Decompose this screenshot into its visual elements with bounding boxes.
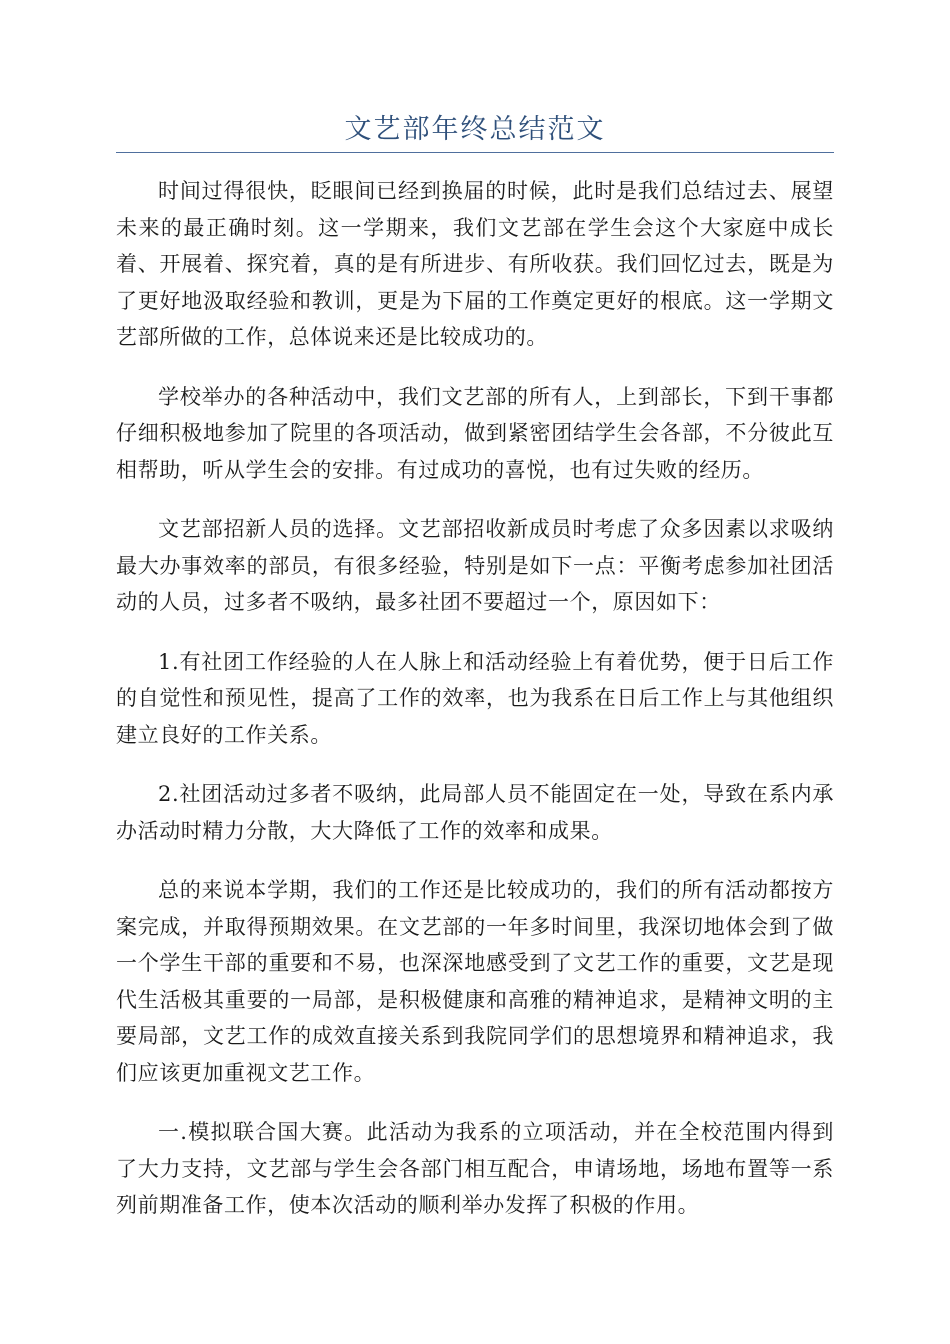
paragraph-6: 总的来说本学期，我们的工作还是比较成功的，我们的所有活动都按方案完成，并取得预期效果。在文艺部的一年多时间里，我深切地体会到了做一个学生干部的重要和不易，也深深地感受到了文艺工作的重要，文艺是现代生活极其重要的一局部，是积极健康和高雅的精神追求，是精神文明的主要局部，文艺工作的成效直接关系到我院同学们的思想境界和精神追求，我们应该更加重视文艺工作。 [116,878,834,1085]
paragraph-7: 一.模拟联合国大赛。此活动为我系的立项活动，并在全校范围内得到了大力支持，文艺部与学生会各部门相互配合，申请场地，场地布置等一系列前期准备工作，使本次活动的顺利举办发挥了积极的作用。 [116,1120,834,1217]
paragraph-1: 时间过得很快，眨眼间已经到换届的时候，此时是我们总结过去、展望未来的最正确时刻。这一学期来，我们文艺部在学生会这个大家庭中成长着、开展着、探究着，真的是有所进步、有所收获。我们回忆过去，既是为了更好地汲取经验和教训，更是为下届的工作奠定更好的根底。这一学期文艺部所做的工作，总体说来还是比较成功的。 [116,179,834,349]
document-title: 文艺部年终总结范文 [344,114,606,145]
title-underline [116,152,834,153]
paragraph-2: 学校举办的各种活动中，我们文艺部的所有人，上到部长，下到干事都仔细积极地参加了院里的各项活动，做到紧密团结学生会各部，不分彼此互相帮助，听从学生会的安排。有过成功的喜悦，也有过失败的经历。 [116,384,834,482]
paragraph-5: 2.社团活动过多者不吸纳，此局部人员不能固定在一处，导致在系内承办活动时精力分散，大大降低了工作的效率和成果。 [116,782,834,843]
paragraph-3: 文艺部招新人员的选择。文艺部招收新成员时考虑了众多因素以求吸纳最大办事效率的部员，有很多经验，特别是如下一点：平衡考虑参加社团活动的人员，过多者不吸纳，最多社团不要超过一个，原因如下： [116,517,834,614]
paragraph-4: 1.有社团工作经验的人在人脉上和活动经验上有着优势，便于日后工作的自觉性和预见性，提高了工作的效率，也为我系在日后工作上与其他组织建立良好的工作关系。 [116,649,834,747]
document-page [116,110,834,1247]
